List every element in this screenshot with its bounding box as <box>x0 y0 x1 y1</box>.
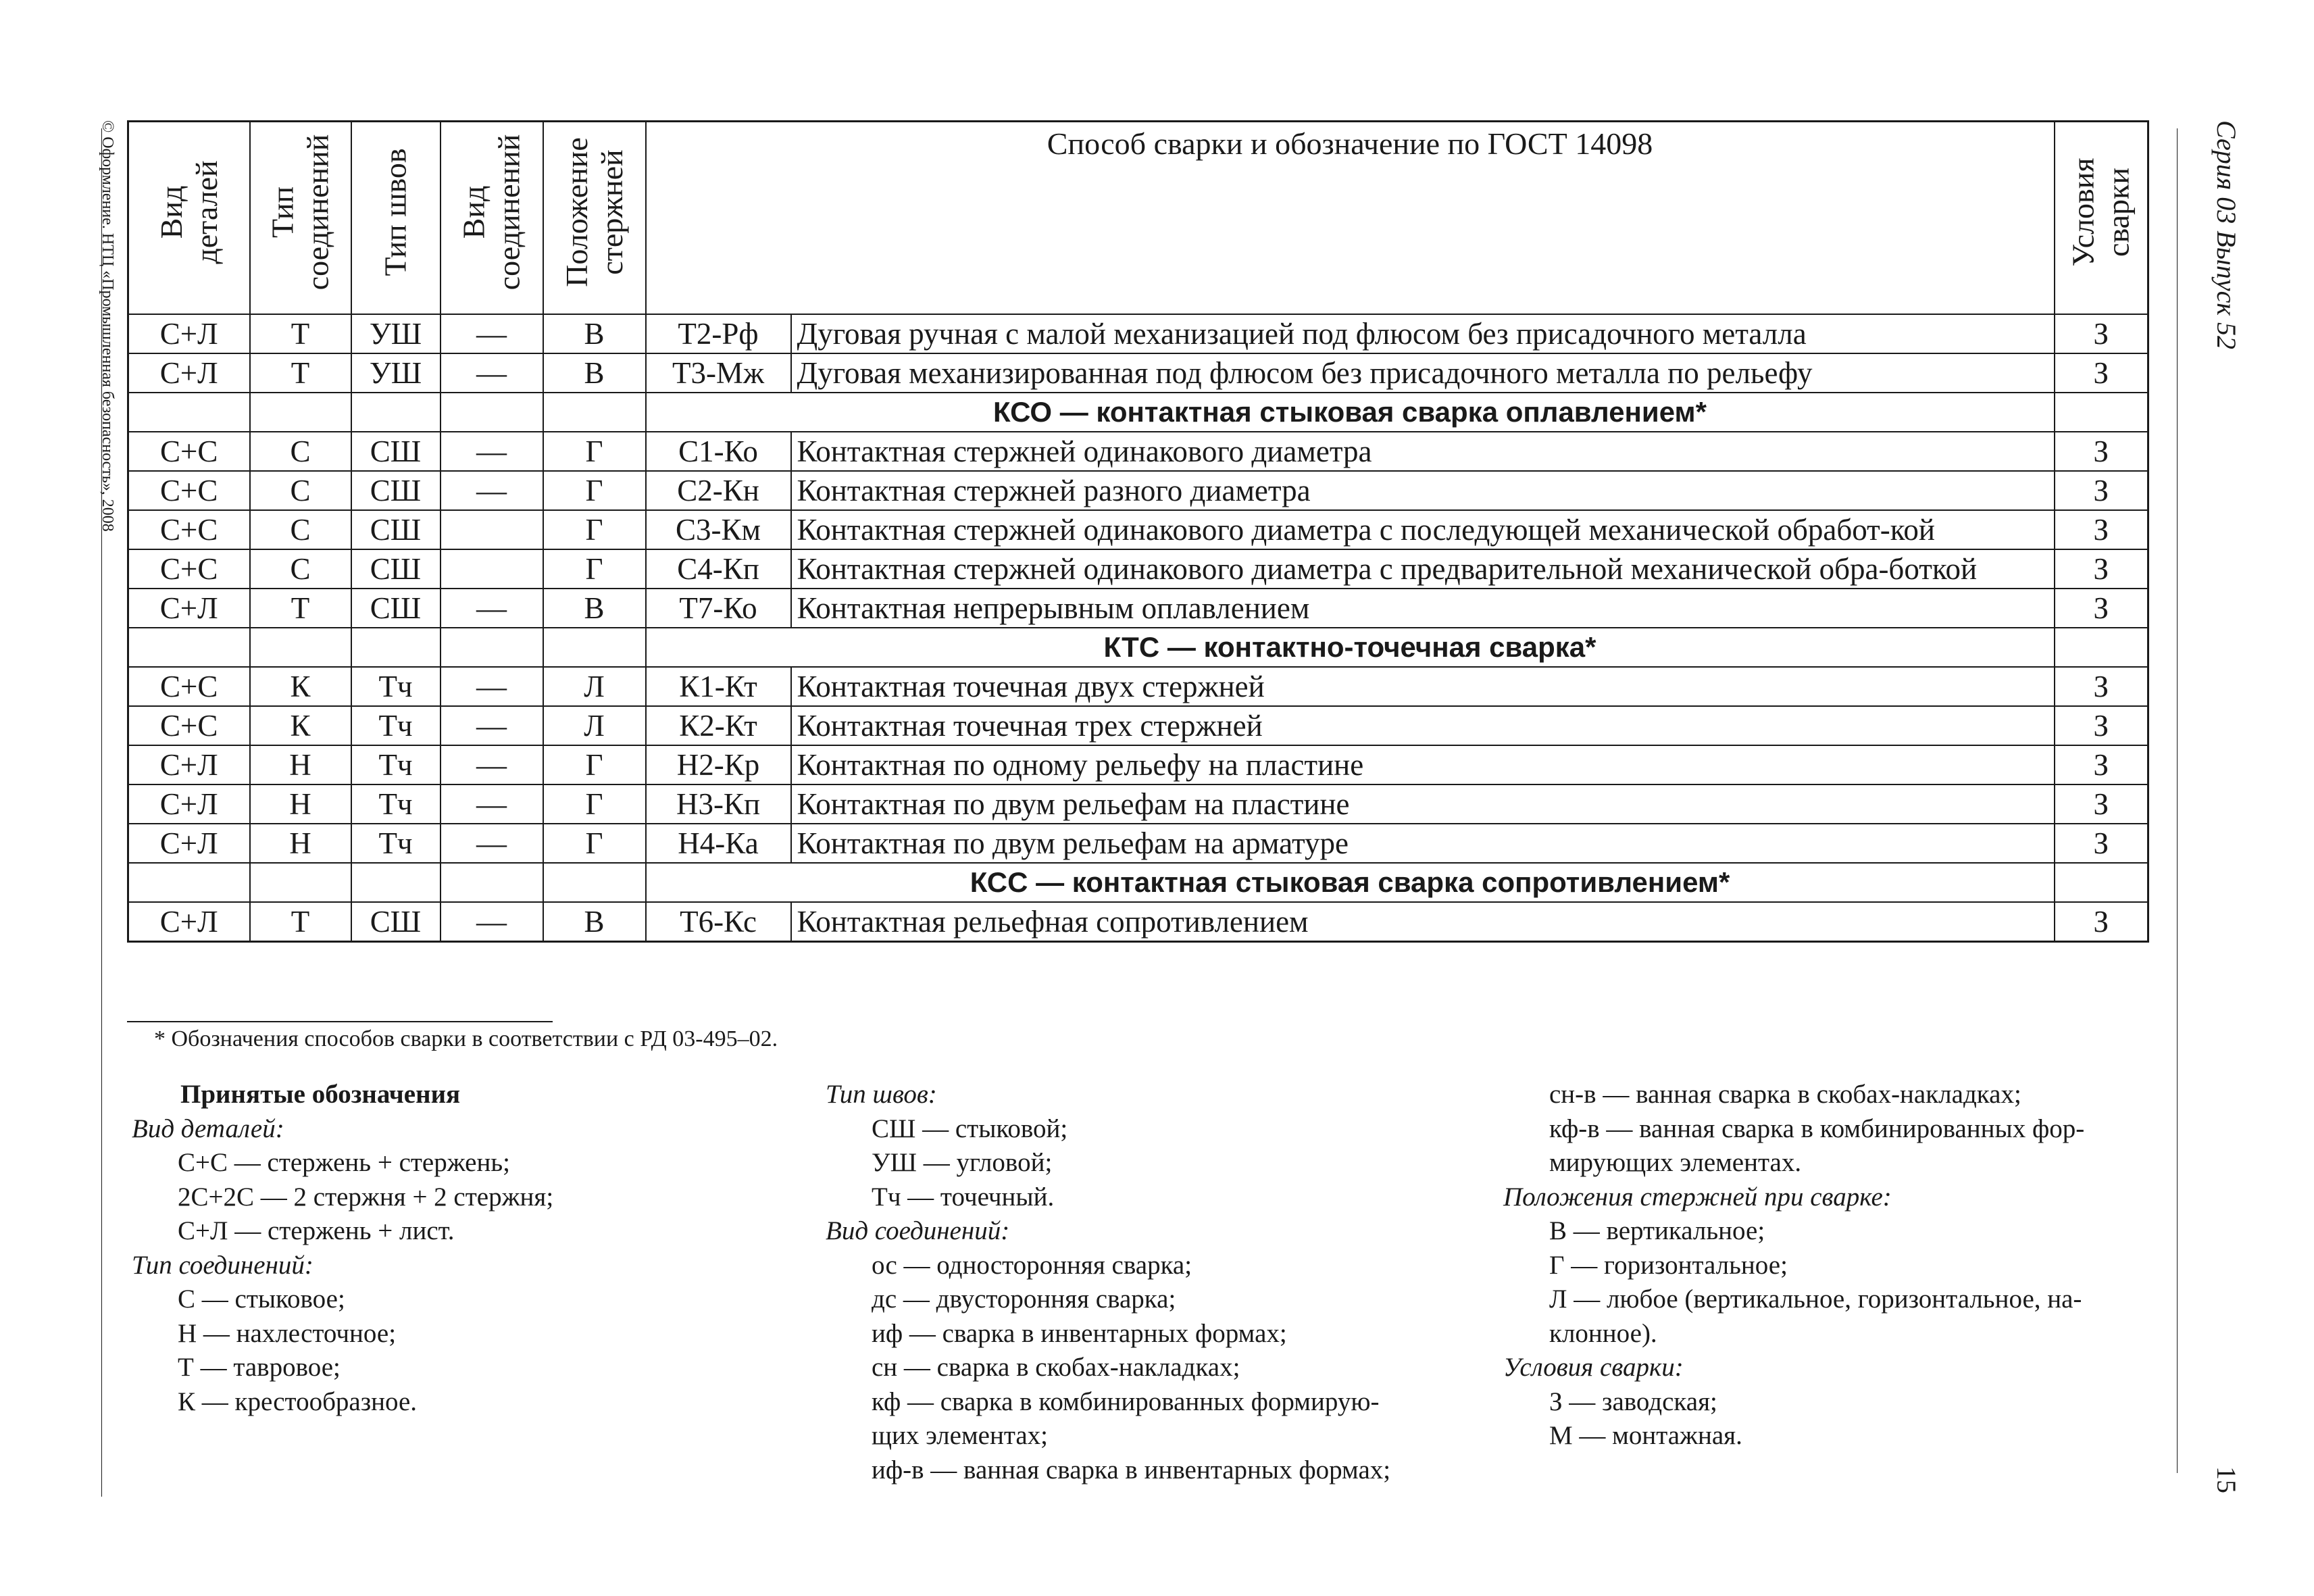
cell-vid-detaley: С+Л <box>128 902 250 942</box>
cell-usloviya: З <box>2055 353 2148 393</box>
empty-cell <box>2055 863 2148 902</box>
cell-polozhenie: Л <box>543 667 646 706</box>
legend-item: щих элементах; <box>872 1421 1048 1450</box>
cell-sposob: Дуговая ручная с малой механизацией под флюсом без присадочного металла <box>791 314 2055 353</box>
header-tip-shvov: Тип швов <box>351 122 441 314</box>
cell-vid-soedineniy: — <box>441 706 543 745</box>
cell-tip-shvov: УШ <box>351 353 441 393</box>
legend-item: мирующих элементах. <box>1549 1148 1802 1177</box>
cell-vid-detaley: С+С <box>128 667 250 706</box>
cell-tip-soedineniy: С <box>250 471 351 510</box>
cell-vid-soedineniy: — <box>441 745 543 784</box>
header-polozhenie: Положение стержней <box>543 122 646 314</box>
cell-tip-soedineniy: Т <box>250 589 351 628</box>
cell-tip-shvov: СШ <box>351 471 441 510</box>
cell-usloviya: З <box>2055 314 2148 353</box>
empty-cell <box>250 863 351 902</box>
table-row <box>128 902 2148 942</box>
legend-item: кф-в — ванная сварка в комбинированных фор- <box>1549 1114 2085 1143</box>
empty-cell <box>543 628 646 667</box>
cell-vid-detaley: С+С <box>128 510 250 549</box>
empty-cell <box>2055 393 2148 432</box>
cell-oboznachenie: Н4-Ка <box>646 824 791 863</box>
table-row <box>128 784 2148 824</box>
legend-item: В — вертикальное; <box>1549 1216 1765 1245</box>
cell-vid-detaley: С+Л <box>128 589 250 628</box>
legend-item: С — стыковое; <box>178 1285 345 1314</box>
cell-polozhenie: Г <box>543 824 646 863</box>
empty-cell <box>351 863 441 902</box>
cell-vid-detaley: С+С <box>128 432 250 471</box>
table-row <box>128 549 2148 589</box>
empty-cell <box>543 393 646 432</box>
cell-vid-soedineniy: — <box>441 667 543 706</box>
cell-sposob: Дуговая механизированная под флюсом без присадочного металла по рельефу <box>791 353 2055 393</box>
legend-category: Положения стержней при сварке: <box>1503 1182 1892 1212</box>
section-row <box>128 393 2148 432</box>
cell-oboznachenie: К2-Кт <box>646 706 791 745</box>
legend-item: клонное). <box>1549 1318 1657 1348</box>
legend-col-3 <box>1503 1078 2179 1453</box>
legend-item: Тч — точечный. <box>872 1182 1055 1212</box>
cell-tip-shvov: Тч <box>351 706 441 745</box>
legend-category: Вид деталей: <box>132 1114 284 1143</box>
cell-tip-shvov: СШ <box>351 902 441 942</box>
legend-item: Л — любое (вертикальное, горизонтальное, на- <box>1549 1285 2082 1314</box>
table-header-row <box>128 122 2148 314</box>
cell-usloviya: З <box>2055 667 2148 706</box>
cell-tip-soedineniy: Н <box>250 824 351 863</box>
legend-item: З — заводская; <box>1549 1387 1717 1416</box>
legend-item: К — крестообразное. <box>178 1387 418 1416</box>
legend-category: Условия сварки: <box>1503 1353 1684 1382</box>
legend-item: сн-в — ванная сварка в скобах-накладках; <box>1549 1080 2021 1109</box>
empty-cell <box>351 628 441 667</box>
cell-sposob: Контактная по двум рельефам на арматуре <box>791 824 2055 863</box>
cell-polozhenie: Г <box>543 432 646 471</box>
header-vid-detaley: Вид деталей <box>128 122 250 314</box>
cell-vid-detaley: С+Л <box>128 784 250 824</box>
cell-usloviya: З <box>2055 784 2148 824</box>
table-row <box>128 667 2148 706</box>
cell-tip-shvov: Тч <box>351 824 441 863</box>
cell-tip-soedineniy: Т <box>250 314 351 353</box>
section-title: КТС — контактно-точечная сварка* <box>646 628 2055 667</box>
legend-item: СШ — стыковой; <box>872 1114 1068 1143</box>
legend-item: УШ — угловой; <box>872 1148 1053 1177</box>
cell-usloviya: З <box>2055 589 2148 628</box>
cell-tip-shvov: СШ <box>351 432 441 471</box>
cell-tip-shvov: УШ <box>351 314 441 353</box>
cell-vid-soedineniy: — <box>441 902 543 942</box>
cell-vid-soedineniy <box>441 510 543 549</box>
cell-oboznachenie: С2-Кн <box>646 471 791 510</box>
legend-item: Н — нахлесточное; <box>178 1318 397 1348</box>
cell-vid-soedineniy: — <box>441 432 543 471</box>
cell-polozhenie: Г <box>543 471 646 510</box>
cell-tip-soedineniy: Т <box>250 902 351 942</box>
legend-col-2 <box>826 1078 1501 1487</box>
cell-oboznachenie: С3-Км <box>646 510 791 549</box>
table-row <box>128 589 2148 628</box>
legend-col-1 <box>132 1078 740 1419</box>
cell-oboznachenie: С4-Кп <box>646 549 791 589</box>
cell-sposob: Контактная непрерывным оплавлением <box>791 589 2055 628</box>
cell-usloviya: З <box>2055 745 2148 784</box>
table-row <box>128 510 2148 549</box>
cell-vid-soedineniy: — <box>441 471 543 510</box>
footnote: * Обозначения способов сварки в соответствии с РД 03-495–02. <box>154 1026 778 1051</box>
cell-tip-soedineniy: К <box>250 706 351 745</box>
empty-cell <box>250 393 351 432</box>
cell-polozhenie: Г <box>543 510 646 549</box>
section-title: КСО — контактная стыковая сварка оплавлением* <box>646 393 2055 432</box>
cell-oboznachenie: Н3-Кп <box>646 784 791 824</box>
empty-cell <box>543 863 646 902</box>
header-usloviya: Условия сварки <box>2055 122 2148 314</box>
cell-usloviya: З <box>2055 471 2148 510</box>
empty-cell <box>2055 628 2148 667</box>
cell-tip-shvov: Тч <box>351 745 441 784</box>
cell-tip-soedineniy: С <box>250 510 351 549</box>
cell-sposob: Контактная по одному рельефу на пластине <box>791 745 2055 784</box>
legend-item: Т — тавровое; <box>178 1353 341 1382</box>
table-row <box>128 745 2148 784</box>
legend-item: сн — сварка в скобах-накладках; <box>872 1353 1240 1382</box>
cell-sposob: Контактная стержней одинакового диаметра с последующей механической обработ-кой <box>791 510 2055 549</box>
cell-polozhenie: Г <box>543 784 646 824</box>
cell-sposob: Контактная рельефная сопротивлением <box>791 902 2055 942</box>
empty-cell <box>441 393 543 432</box>
cell-sposob: Контактная точечная трех стержней <box>791 706 2055 745</box>
cell-usloviya: З <box>2055 902 2148 942</box>
empty-cell <box>128 393 250 432</box>
empty-cell <box>128 628 250 667</box>
cell-usloviya: З <box>2055 432 2148 471</box>
legend-item: 2С+2С — 2 стержня + 2 стержня; <box>178 1182 554 1212</box>
header-sposob: Способ сварки и обозначение по ГОСТ 14098 <box>646 122 2055 314</box>
cell-vid-soedineniy: — <box>441 589 543 628</box>
empty-cell <box>250 628 351 667</box>
cell-sposob: Контактная стержней одинакового диаметра <box>791 432 2055 471</box>
cell-sposob: Контактная стержней одинакового диаметра с предварительной механической обра-боткой <box>791 549 2055 589</box>
table-row <box>128 471 2148 510</box>
cell-oboznachenie: Т2-Рф <box>646 314 791 353</box>
cell-tip-shvov: СШ <box>351 510 441 549</box>
legend-item: С+С — стержень + стержень; <box>178 1148 510 1177</box>
legend-item: С+Л — стержень + лист. <box>178 1216 455 1245</box>
table-row <box>128 706 2148 745</box>
cell-vid-detaley: С+Л <box>128 353 250 393</box>
cell-tip-shvov: СШ <box>351 589 441 628</box>
cell-vid-soedineniy: — <box>441 314 543 353</box>
cell-tip-soedineniy: Н <box>250 784 351 824</box>
page-number: 15 <box>2211 1466 2242 1493</box>
table-row <box>128 314 2148 353</box>
empty-cell <box>441 628 543 667</box>
legend-item: дс — двусторонняя сварка; <box>872 1285 1176 1314</box>
cell-polozhenie: В <box>543 589 646 628</box>
cell-vid-detaley: С+Л <box>128 314 250 353</box>
copyright-note: © Оформление. НТЦ «Промышленная безопасность», 2008 <box>99 120 116 532</box>
cell-usloviya: З <box>2055 824 2148 863</box>
cell-vid-detaley: С+Л <box>128 745 250 784</box>
cell-usloviya: З <box>2055 549 2148 589</box>
legend-item: иф — сварка в инвентарных формах; <box>872 1318 1287 1348</box>
cell-vid-soedineniy: — <box>441 353 543 393</box>
cell-oboznachenie: К1-Кт <box>646 667 791 706</box>
cell-vid-detaley: С+С <box>128 471 250 510</box>
cell-polozhenie: Г <box>543 745 646 784</box>
empty-cell <box>351 393 441 432</box>
legend-item: Г — горизонтальное; <box>1549 1250 1788 1280</box>
footnote-rule <box>127 1021 553 1022</box>
cell-polozhenie: Г <box>543 549 646 589</box>
cell-tip-soedineniy: Н <box>250 745 351 784</box>
cell-tip-shvov: СШ <box>351 549 441 589</box>
legend-item: М — монтажная. <box>1549 1421 1742 1450</box>
cell-vid-soedineniy: — <box>441 824 543 863</box>
cell-oboznachenie: Т3-Мж <box>646 353 791 393</box>
cell-tip-soedineniy: Т <box>250 353 351 393</box>
section-row <box>128 628 2148 667</box>
legend-category: Вид соединений: <box>826 1216 1010 1245</box>
cell-oboznachenie: Т6-Кс <box>646 902 791 942</box>
cell-tip-shvov: Тч <box>351 667 441 706</box>
section-row <box>128 863 2148 902</box>
table-row <box>128 432 2148 471</box>
cell-tip-soedineniy: С <box>250 432 351 471</box>
welding-methods-table <box>127 120 2149 943</box>
table-row <box>128 824 2148 863</box>
cell-oboznachenie: С1-Ко <box>646 432 791 471</box>
legend-category: Тип швов: <box>826 1080 937 1109</box>
cell-sposob: Контактная стержней разного диаметра <box>791 471 2055 510</box>
cell-vid-detaley: С+С <box>128 549 250 589</box>
header-tip-soedineniy: Тип соединений <box>250 122 351 314</box>
series-label: Серия 03 Выпуск 52 <box>2211 120 2242 350</box>
cell-vid-soedineniy <box>441 549 543 589</box>
cell-polozhenie: В <box>543 314 646 353</box>
cell-vid-detaley: С+С <box>128 706 250 745</box>
cell-tip-soedineniy: С <box>250 549 351 589</box>
header-vid-soedineniy: Вид соединений <box>441 122 543 314</box>
empty-cell <box>128 863 250 902</box>
cell-oboznachenie: Н2-Кр <box>646 745 791 784</box>
cell-polozhenie: В <box>543 902 646 942</box>
legend-item: ос — односторонняя сварка; <box>872 1250 1192 1280</box>
legend-item: кф — сварка в комбинированных формирую- <box>872 1387 1380 1416</box>
cell-tip-soedineniy: К <box>250 667 351 706</box>
cell-usloviya: З <box>2055 706 2148 745</box>
legend-category: Тип соединений: <box>132 1250 313 1280</box>
cell-sposob: Контактная по двум рельефам на пластине <box>791 784 2055 824</box>
cell-tip-shvov: Тч <box>351 784 441 824</box>
cell-usloviya: З <box>2055 510 2148 549</box>
cell-sposob: Контактная точечная двух стержней <box>791 667 2055 706</box>
section-title: КСС — контактная стыковая сварка сопротивлением* <box>646 863 2055 902</box>
table-row <box>128 353 2148 393</box>
cell-oboznachenie: Т7-Ко <box>646 589 791 628</box>
cell-vid-soedineniy: — <box>441 784 543 824</box>
empty-cell <box>441 863 543 902</box>
cell-vid-detaley: С+Л <box>128 824 250 863</box>
legend-item: иф-в — ванная сварка в инвентарных формах; <box>872 1455 1391 1485</box>
legend-title: Принятые обозначения <box>180 1080 461 1109</box>
cell-polozhenie: В <box>543 353 646 393</box>
cell-polozhenie: Л <box>543 706 646 745</box>
